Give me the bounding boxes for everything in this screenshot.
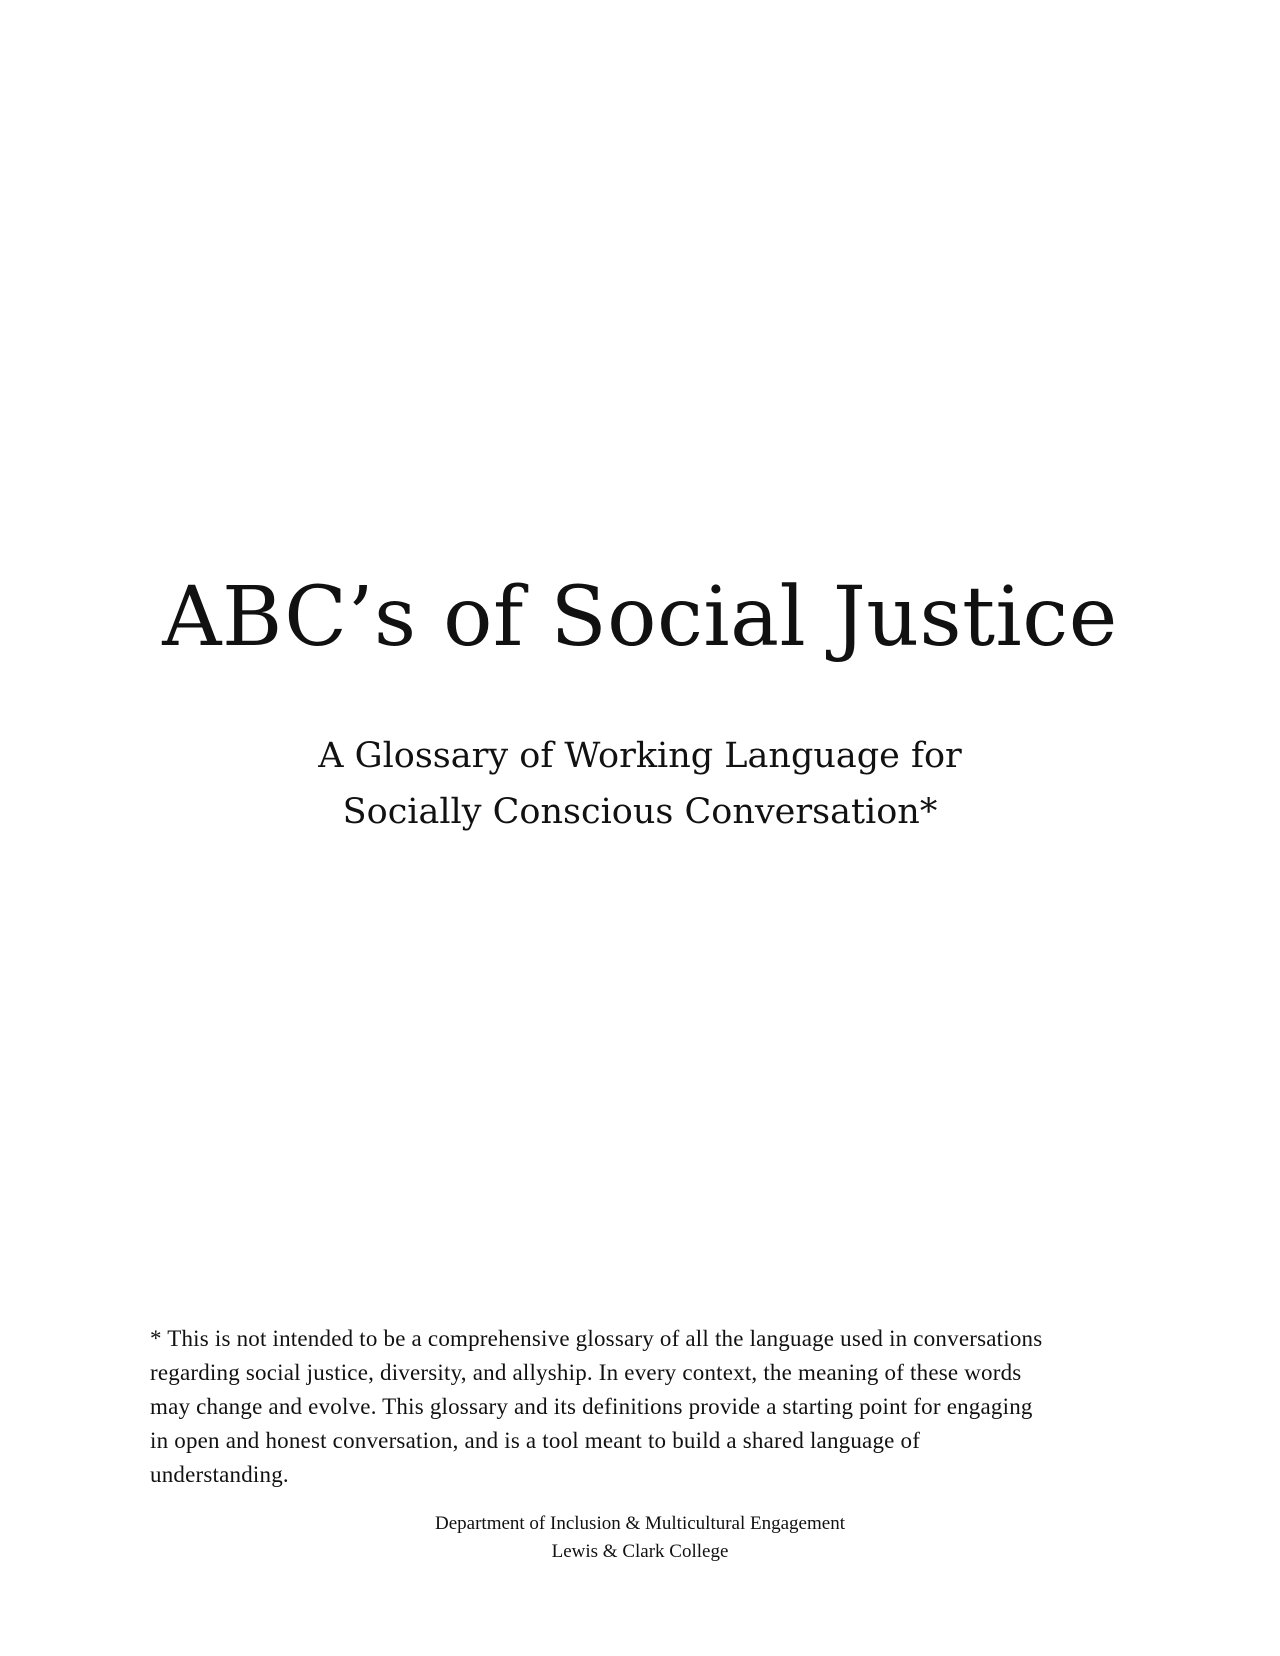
department-name: Department of Inclusion & Multicultural Engagement <box>435 1513 845 1534</box>
document-title: ABC’s of Social Justice <box>162 570 1118 665</box>
department-credit <box>0 1510 1280 1566</box>
subtitle-line: A Glossary of Working Language for <box>318 736 962 776</box>
footnote-line: may change and evolve. This glossary and its definitions provide a starting point for engaging <box>150 1394 1033 1419</box>
footnote-line: * This is not intended to be a comprehensive glossary of all the language used in conversations <box>150 1326 1043 1351</box>
footnote-line: in open and honest conversation, and is a tool meant to build a shared language of <box>150 1428 921 1453</box>
footnote <box>150 1322 1130 1492</box>
document-subtitle <box>0 728 1280 840</box>
footnote-line: understanding. <box>150 1462 289 1487</box>
subtitle-line: Socially Conscious Conversation* <box>342 792 938 832</box>
institution-name: Lewis & Clark College <box>551 1541 729 1562</box>
footnote-line: regarding social justice, diversity, and allyship. In every context, the meaning of these words <box>150 1360 1022 1385</box>
